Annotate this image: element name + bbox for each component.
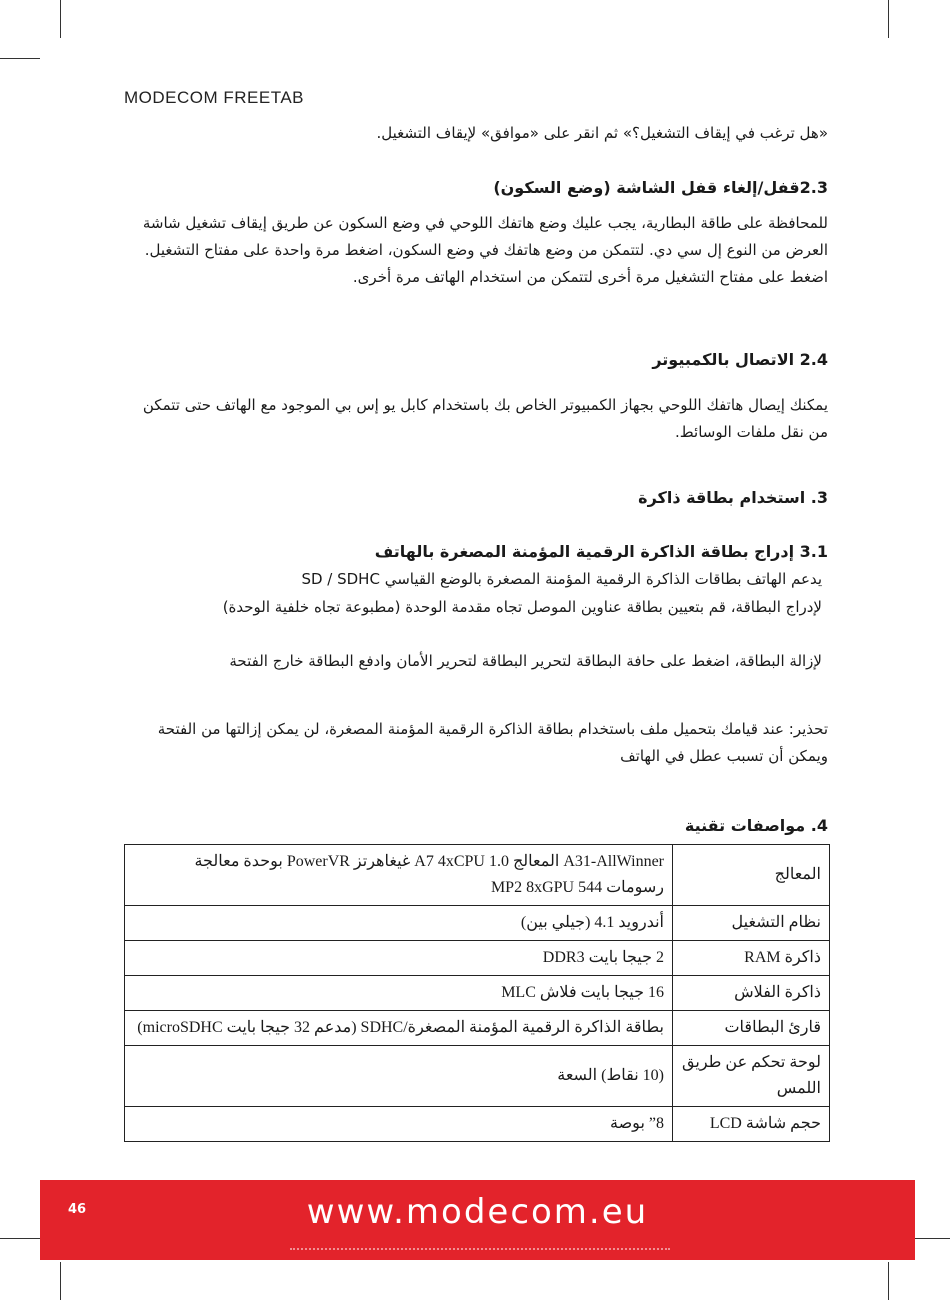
section-2-3-body: للمحافظة على طاقة البطارية، يجب عليك وضع هاتفك اللوحي في وضع السكون عن طريق إيقاف تشغيل شاشة العرض من النوع إل سي دي. لتتمكن من وضع هاتفك في وضع السكون، اضغط مرة واحدة على مفتاح التشغيل. اضغط على مفتاح التشغيل مرة أخرى لتتمكن من استخدام الهاتف مرة أخرى. (142, 214, 828, 286)
spec-value: 2 جيجا بايت DDR3 (125, 941, 673, 976)
spec-label: ذاكرة RAM (673, 941, 830, 976)
crop-mark (0, 58, 40, 59)
table-row (125, 845, 830, 906)
spec-table (124, 844, 830, 1142)
section-3-1-heading: 3.1 إدراج بطاقة الذاكرة الرقمية المؤمنة المصغرة بالهاتف (374, 542, 828, 561)
spec-value: A31-AllWinner المعالج A7 4xCPU 1.0 غيغاهرتز PowerVR بوحدة معالجة رسومات 544 MP2 8xGPU (125, 845, 673, 906)
brand-header: MODECOM FREETAB (124, 88, 305, 107)
warning-text: تحذير: عند قيامك بتحميل ملف باستخدام بطاقة الذاكرة الرقمية المؤمنة المصغرة، لن يمكن إزالتها من الفتحة ويمكن أن تسبب عطل في الهاتف (157, 720, 828, 765)
section-2-3-heading: 2.3قفل/إلغاء قفل الشاشة (وضع السكون) (493, 178, 828, 197)
spec-label: نظام التشغيل (673, 906, 830, 941)
spec-label: ذاكرة الفلاش (673, 976, 830, 1011)
crop-mark (888, 0, 889, 38)
table-row (125, 976, 830, 1011)
section-3-heading: 3. استخدام بطاقة ذاكرة (638, 488, 828, 507)
table-row (125, 1107, 830, 1142)
spec-value: بطاقة الذاكرة الرقمية المؤمنة المصغرة/SDHC (مدعم 32 جيجا بايت microSDHC) (125, 1011, 673, 1046)
footer-divider (290, 1246, 670, 1250)
crop-mark (910, 1238, 950, 1239)
table-row (125, 1046, 830, 1107)
spec-label: لوحة تحكم عن طريق اللمس (673, 1046, 830, 1107)
table-row (125, 1011, 830, 1046)
spec-value: 8” بوصة (125, 1107, 673, 1142)
section-2-4-heading: 2.4 الاتصال بالكمبيوتر (652, 350, 828, 369)
crop-mark (0, 1238, 40, 1239)
spec-value: أندرويد 4.1 (جيلي بين) (125, 906, 673, 941)
page-number: 46 (68, 1202, 87, 1217)
website-link[interactable]: www.modecom.eu (306, 1192, 649, 1232)
spec-label: حجم شاشة LCD (673, 1107, 830, 1142)
table-row (125, 906, 830, 941)
crop-mark (60, 0, 61, 38)
section-3-1-line-1: يدعم الهاتف بطاقات الذاكرة الرقمية المؤمنة المصغرة بالوضع القياسي SD / SDHC (301, 570, 822, 588)
spec-label: قارئ البطاقات (673, 1011, 830, 1046)
section-2-4-body: يمكنك إيصال هاتفك اللوحي بجهاز الكمبيوتر الخاص بك باستخدام كابل يو إس بي الموجود مع الهاتف حتى تتمكن من نقل ملفات الوسائط. (142, 396, 828, 441)
section-3-1-line-2: لإدراج البطاقة، قم بتعيين بطاقة عناوين الموصل تجاه مقدمة الوحدة (مطبوعة تجاه خلفية الوحدة) (222, 598, 822, 616)
spec-value: 16 جيجا بايت فلاش MLC (125, 976, 673, 1011)
intro-line: «هل ترغب في إيقاف التشغيل؟» ثم انقر على «موافق» لإيقاف التشغيل. (376, 124, 828, 142)
section-3-1-line-3: لإزالة البطاقة، اضغط على حافة البطاقة لتحرير البطاقة لتحرير الأمان وادفع البطاقة خارج الفتحة (229, 652, 822, 670)
crop-mark (60, 1262, 61, 1300)
table-row (125, 941, 830, 976)
spec-label: المعالج (673, 845, 830, 906)
footer-banner (40, 1180, 915, 1260)
crop-mark (888, 1262, 889, 1300)
spec-value: (10 نقاط) السعة (125, 1046, 673, 1107)
section-4-heading: 4. مواصفات تقنية (684, 816, 828, 835)
